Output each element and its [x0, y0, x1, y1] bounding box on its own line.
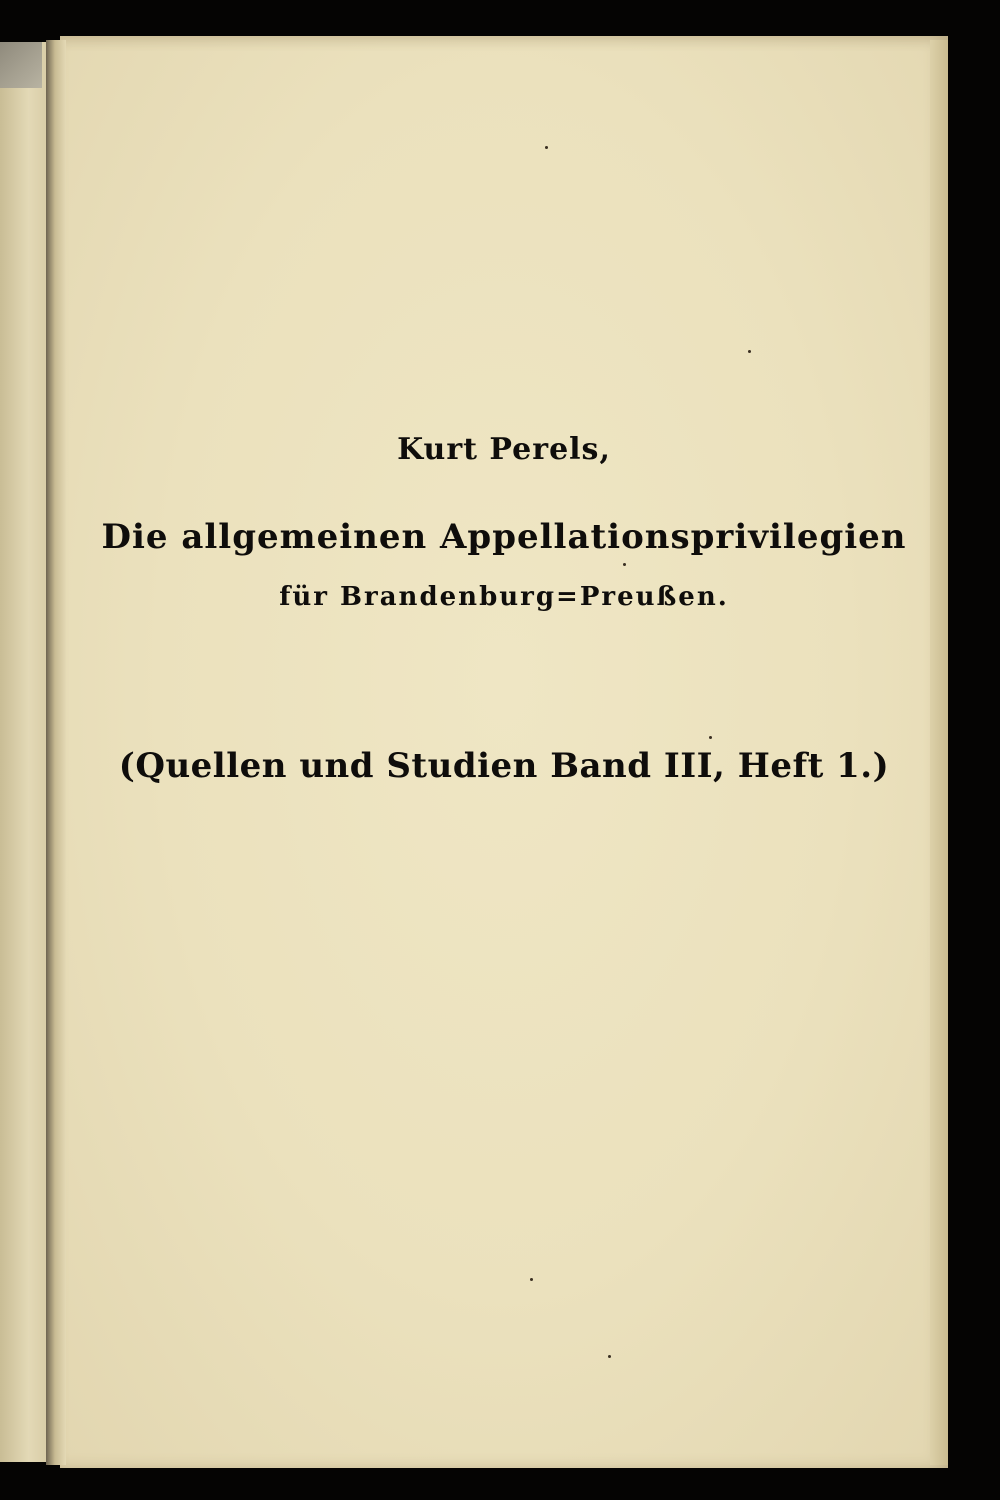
- author-line: Kurt Perels,: [397, 432, 611, 467]
- book-title: Die allgemeinen Appellationsprivilegien: [101, 517, 907, 557]
- previous-page-strip: [0, 42, 48, 1462]
- book-subtitle: für Brandenburg=Preußen.: [279, 582, 729, 612]
- ink-speck: [709, 736, 712, 739]
- ink-speck: [748, 350, 751, 353]
- previous-page-corner: [0, 42, 42, 88]
- ink-speck: [608, 1355, 611, 1358]
- ink-speck: [545, 146, 548, 149]
- ink-speck: [623, 563, 626, 566]
- ink-speck: [530, 1278, 533, 1281]
- series-note: (Quellen und Studien Band III, Heft 1.): [118, 746, 890, 786]
